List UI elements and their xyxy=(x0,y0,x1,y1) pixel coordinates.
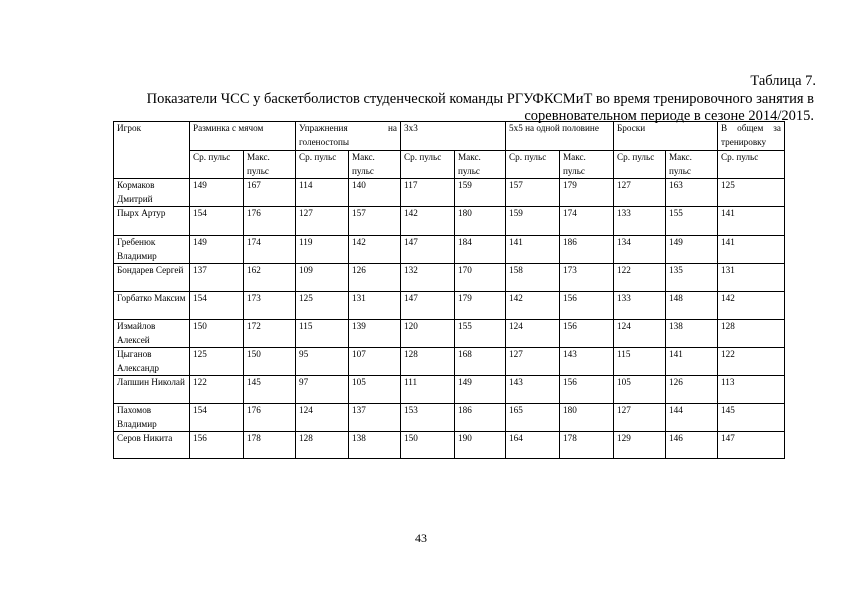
sub-avg-header: Ср. пульс xyxy=(401,151,455,179)
sub-max-header: Макс. пульс xyxy=(666,151,718,179)
value-cell: 158 xyxy=(506,264,560,292)
value-cell: 122 xyxy=(614,264,666,292)
player-name-cell: Кормаков Дмитрий xyxy=(114,179,190,207)
value-cell: 131 xyxy=(718,264,785,292)
group-3x3-header: 3х3 xyxy=(401,122,506,151)
table-row xyxy=(114,292,785,320)
table-title: Показатели ЧСС у баскетболистов студенческой команды РГУФКСМиТ во время тренировочного занятия в соревновательном периоде в сезоне 2014/2015. xyxy=(146,91,814,124)
value-cell: 122 xyxy=(718,348,785,376)
value-cell: 142 xyxy=(349,236,401,264)
value-cell: 122 xyxy=(190,376,244,404)
value-cell: 156 xyxy=(560,320,614,348)
value-cell: 180 xyxy=(455,207,506,236)
table-row xyxy=(114,264,785,292)
value-cell: 149 xyxy=(455,376,506,404)
value-cell: 127 xyxy=(296,207,349,236)
value-cell: 155 xyxy=(666,207,718,236)
page-number: 43 xyxy=(415,531,427,545)
value-cell: 125 xyxy=(296,292,349,320)
sub-avg-header: Ср. пульс xyxy=(296,151,349,179)
table-row xyxy=(114,207,785,236)
value-cell: 180 xyxy=(560,404,614,432)
value-cell: 125 xyxy=(718,179,785,207)
player-name-cell: Пахомов Владимир xyxy=(114,404,190,432)
group-ankle-label-c: голеностопы xyxy=(299,136,350,147)
value-cell: 173 xyxy=(244,292,296,320)
value-cell: 125 xyxy=(190,348,244,376)
player-name-cell: Бондарев Сергей xyxy=(114,264,190,292)
value-cell: 145 xyxy=(244,376,296,404)
value-cell: 134 xyxy=(614,236,666,264)
value-cell: 117 xyxy=(401,179,455,207)
value-cell: 97 xyxy=(296,376,349,404)
value-cell: 174 xyxy=(560,207,614,236)
value-cell: 155 xyxy=(455,320,506,348)
sub-max-header: Макс. пульс xyxy=(455,151,506,179)
table-row xyxy=(114,179,785,207)
player-name-cell: Лапшин Николай xyxy=(114,376,190,404)
value-cell: 178 xyxy=(560,432,614,459)
value-cell: 149 xyxy=(666,236,718,264)
subheader-row xyxy=(114,151,785,179)
table-row xyxy=(114,348,785,376)
value-cell: 141 xyxy=(718,236,785,264)
value-cell: 126 xyxy=(666,376,718,404)
value-cell: 124 xyxy=(296,404,349,432)
value-cell: 105 xyxy=(614,376,666,404)
header-row xyxy=(114,122,785,151)
value-cell: 157 xyxy=(349,207,401,236)
value-cell: 149 xyxy=(190,236,244,264)
value-cell: 132 xyxy=(401,264,455,292)
value-cell: 148 xyxy=(666,292,718,320)
value-cell: 119 xyxy=(296,236,349,264)
group-ankle-label-a: Упражнения xyxy=(299,123,348,133)
value-cell: 135 xyxy=(666,264,718,292)
value-cell: 138 xyxy=(666,320,718,348)
table-row xyxy=(114,432,785,459)
sub-avg-header: Ср. пульс xyxy=(614,151,666,179)
player-name-cell: Горбатко Максим xyxy=(114,292,190,320)
heart-rate-table xyxy=(113,121,785,459)
value-cell: 154 xyxy=(190,207,244,236)
value-cell: 173 xyxy=(560,264,614,292)
value-cell: 120 xyxy=(401,320,455,348)
value-cell: 109 xyxy=(296,264,349,292)
value-cell: 156 xyxy=(560,376,614,404)
value-cell: 131 xyxy=(349,292,401,320)
value-cell: 176 xyxy=(244,207,296,236)
value-cell: 162 xyxy=(244,264,296,292)
group-total-label-c: за xyxy=(773,123,781,133)
player-header: Игрок xyxy=(114,122,190,179)
value-cell: 167 xyxy=(244,179,296,207)
value-cell: 137 xyxy=(190,264,244,292)
value-cell: 127 xyxy=(614,179,666,207)
table-row xyxy=(114,404,785,432)
value-cell: 144 xyxy=(666,404,718,432)
value-cell: 153 xyxy=(401,404,455,432)
value-cell: 164 xyxy=(506,432,560,459)
table-row xyxy=(114,320,785,348)
table-body xyxy=(114,179,785,459)
value-cell: 141 xyxy=(506,236,560,264)
value-cell: 149 xyxy=(190,179,244,207)
value-cell: 157 xyxy=(506,179,560,207)
value-cell: 159 xyxy=(506,207,560,236)
value-cell: 133 xyxy=(614,292,666,320)
value-cell: 168 xyxy=(455,348,506,376)
value-cell: 147 xyxy=(401,292,455,320)
sub-avg-header: Ср. пульс xyxy=(506,151,560,179)
player-name-cell: Гребенюк Владимир xyxy=(114,236,190,264)
value-cell: 95 xyxy=(296,348,349,376)
value-cell: 143 xyxy=(506,376,560,404)
value-cell: 165 xyxy=(506,404,560,432)
group-5x5-header: 5х5 на одной половине xyxy=(506,122,614,151)
sub-max-header: Макс. пульс xyxy=(560,151,614,179)
value-cell: 141 xyxy=(666,348,718,376)
group-total-label-d: тренировку xyxy=(721,136,767,147)
value-cell: 179 xyxy=(455,292,506,320)
value-cell: 142 xyxy=(718,292,785,320)
value-cell: 143 xyxy=(560,348,614,376)
value-cell: 115 xyxy=(614,348,666,376)
value-cell: 150 xyxy=(401,432,455,459)
value-cell: 114 xyxy=(296,179,349,207)
value-cell: 138 xyxy=(349,432,401,459)
value-cell: 111 xyxy=(401,376,455,404)
value-cell: 124 xyxy=(506,320,560,348)
group-total-label-a: В xyxy=(721,123,728,133)
value-cell: 139 xyxy=(349,320,401,348)
value-cell: 150 xyxy=(190,320,244,348)
value-cell: 140 xyxy=(349,179,401,207)
player-name-cell: Цыганов Александр xyxy=(114,348,190,376)
value-cell: 113 xyxy=(718,376,785,404)
table-row xyxy=(114,376,785,404)
value-cell: 159 xyxy=(455,179,506,207)
group-shots-header: Броски xyxy=(614,122,718,151)
value-cell: 145 xyxy=(718,404,785,432)
value-cell: 154 xyxy=(190,404,244,432)
value-cell: 172 xyxy=(244,320,296,348)
player-name-cell: Серов Никита xyxy=(114,432,190,459)
value-cell: 163 xyxy=(666,179,718,207)
sub-avg-header: Ср. пульс xyxy=(718,151,785,179)
group-ankle-header xyxy=(296,122,401,151)
value-cell: 156 xyxy=(560,292,614,320)
player-name-cell: Пырх Артур xyxy=(114,207,190,236)
value-cell: 115 xyxy=(296,320,349,348)
value-cell: 127 xyxy=(614,404,666,432)
group-total-label-b: общем xyxy=(737,123,764,133)
value-cell: 146 xyxy=(666,432,718,459)
group-warmup-header: Разминка с мячом xyxy=(190,122,296,151)
table-row xyxy=(114,236,785,264)
value-cell: 128 xyxy=(718,320,785,348)
value-cell: 186 xyxy=(455,404,506,432)
table-number: Таблица 7. xyxy=(750,73,816,89)
value-cell: 186 xyxy=(560,236,614,264)
value-cell: 124 xyxy=(614,320,666,348)
value-cell: 133 xyxy=(614,207,666,236)
value-cell: 147 xyxy=(401,236,455,264)
value-cell: 128 xyxy=(401,348,455,376)
sub-max-header: Макс. пульс xyxy=(349,151,401,179)
group-ankle-label-b: на xyxy=(388,123,397,133)
value-cell: 176 xyxy=(244,404,296,432)
value-cell: 128 xyxy=(296,432,349,459)
value-cell: 129 xyxy=(614,432,666,459)
sub-max-header: Макс. пульс xyxy=(244,151,296,179)
value-cell: 147 xyxy=(718,432,785,459)
value-cell: 142 xyxy=(506,292,560,320)
value-cell: 137 xyxy=(349,404,401,432)
value-cell: 105 xyxy=(349,376,401,404)
value-cell: 141 xyxy=(718,207,785,236)
value-cell: 154 xyxy=(190,292,244,320)
value-cell: 126 xyxy=(349,264,401,292)
value-cell: 184 xyxy=(455,236,506,264)
value-cell: 156 xyxy=(190,432,244,459)
value-cell: 179 xyxy=(560,179,614,207)
value-cell: 174 xyxy=(244,236,296,264)
player-name-cell: Измайлов Алексей xyxy=(114,320,190,348)
value-cell: 190 xyxy=(455,432,506,459)
value-cell: 127 xyxy=(506,348,560,376)
value-cell: 142 xyxy=(401,207,455,236)
value-cell: 170 xyxy=(455,264,506,292)
value-cell: 107 xyxy=(349,348,401,376)
value-cell: 178 xyxy=(244,432,296,459)
sub-avg-header: Ср. пульс xyxy=(190,151,244,179)
group-total-header xyxy=(718,122,785,151)
value-cell: 150 xyxy=(244,348,296,376)
